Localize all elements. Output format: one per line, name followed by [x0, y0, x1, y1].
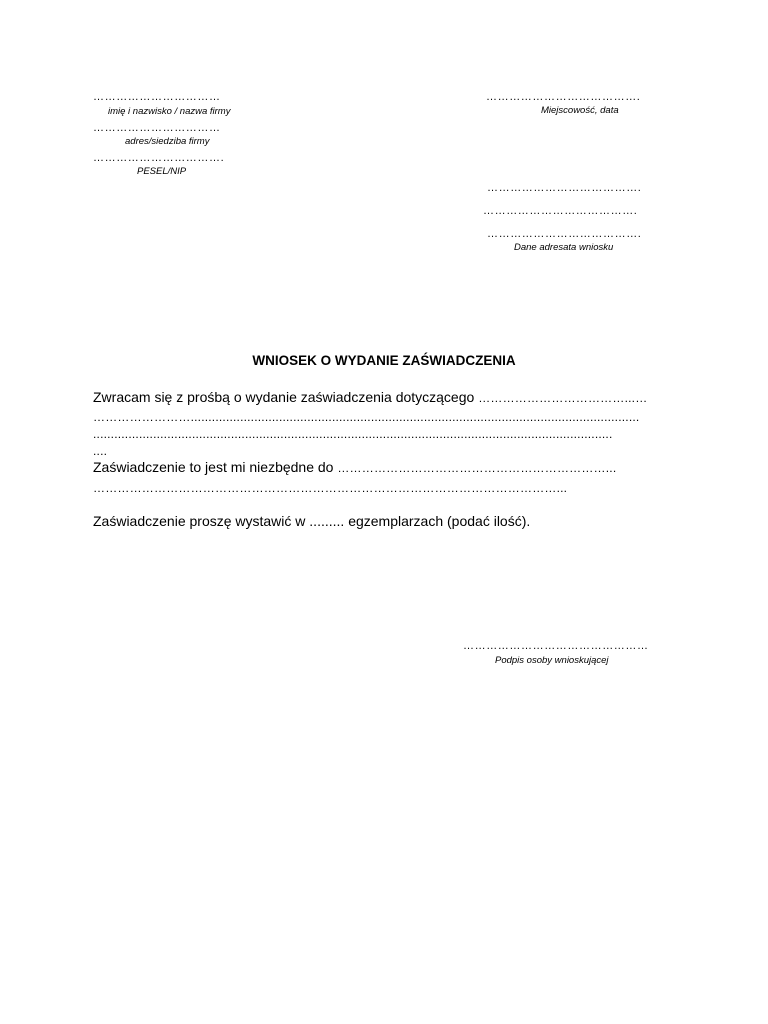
sender-pesel-label: PESEL/NIP — [137, 166, 187, 177]
addressee-line-3[interactable]: …………………………………. — [487, 228, 642, 240]
purpose-text: Zaświadczenie to jest mi niezbędne do — [93, 459, 334, 475]
request-line-3[interactable]: ................................................................................................................................................... — [93, 427, 613, 441]
sender-name-field[interactable]: …………………………… — [93, 91, 221, 103]
request-line-4[interactable]: .... — [93, 444, 108, 458]
place-date-label: Miejscowość, data — [541, 105, 619, 116]
signature-label: Podpis osoby wnioskującej — [495, 655, 609, 666]
place-date-field[interactable]: …………………………………. — [486, 91, 641, 103]
sender-pesel-field[interactable]: ……………………………. — [93, 152, 225, 164]
signature-field[interactable]: ………………………………………… — [463, 640, 649, 652]
copies-line: Zaświadczenie proszę wystawić w ......... egzemplarzach (podać ilość). — [93, 513, 531, 529]
request-text: Zwracam się z prośbą o wydanie zaświadczenia dotyczącego — [93, 389, 475, 405]
addressee-line-1[interactable]: …………………………………. — [487, 182, 642, 194]
addressee-line-2[interactable]: …………………………………. — [483, 205, 638, 217]
purpose-line-2[interactable]: ……………………………………………………………………………………………………... — [93, 481, 568, 495]
purpose-field[interactable]: …………………………………………………………... — [337, 461, 617, 475]
sender-address-label: adres/siedziba firmy — [125, 136, 210, 147]
sender-address-field[interactable]: …………………………… — [93, 122, 221, 134]
request-line-1 — [93, 389, 647, 406]
addressee-label: Dane adresata wniosku — [514, 242, 614, 253]
request-subject-field[interactable]: ………………………………...… — [478, 391, 648, 405]
purpose-line-1 — [93, 459, 616, 476]
sender-name-label: imię i nazwisko / nazwa firmy — [108, 106, 231, 117]
request-line-2[interactable]: ……………………............................................................................................................................... — [93, 410, 640, 424]
document-title: WNIOSEK O WYDANIE ZAŚWIADCZENIA — [252, 353, 516, 368]
